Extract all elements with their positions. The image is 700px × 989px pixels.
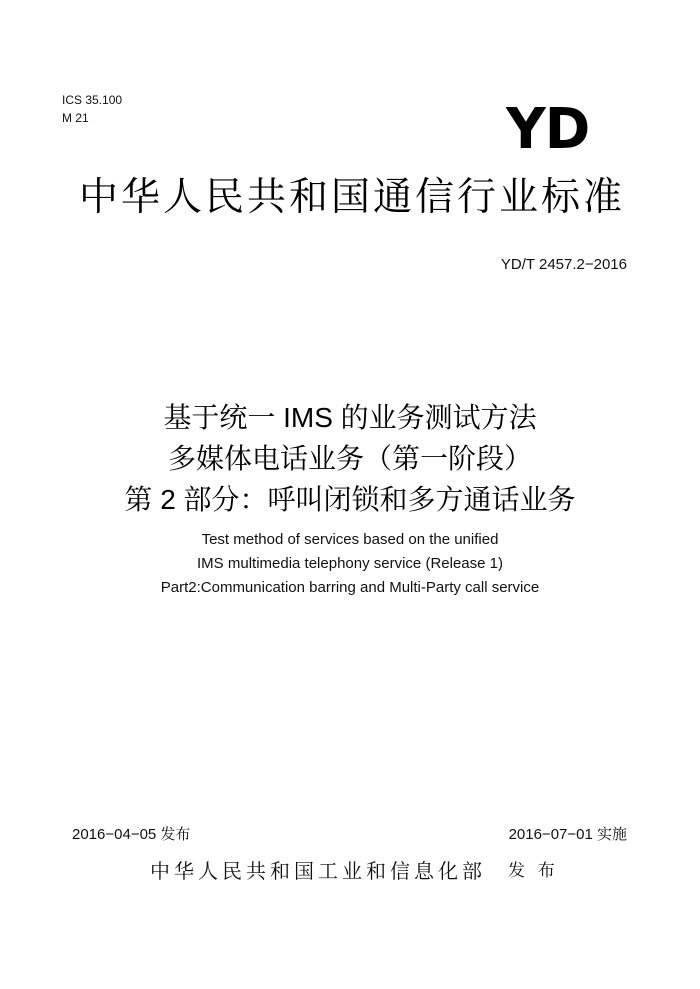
- yd-logo: YD: [506, 97, 590, 162]
- implement-date: 2016−07−01 实施: [508, 826, 627, 843]
- issuing-authority: 中华人民共和国工业和信息化部: [150, 859, 486, 883]
- chinese-title-line-2: 多媒体电话业务（第一阶段）: [167, 443, 532, 474]
- standard-category-title: 中华人民共和国通信行业标准: [78, 176, 625, 219]
- publish-date: 2016−04−05 发布: [72, 826, 191, 843]
- chinese-title-line-3: 第 2 部分：呼叫闭锁和多方通话业务: [124, 484, 576, 515]
- ccs-code: M 21: [62, 111, 89, 125]
- english-title-line-2: IMS multimedia telephony service (Release 1): [197, 555, 503, 572]
- standard-number: YD/T 2457.2−2016: [500, 256, 627, 273]
- ics-code: ICS 35.100: [62, 93, 123, 107]
- chinese-title-line-1: 基于统一 IMS 的业务测试方法: [163, 402, 537, 433]
- english-title-line-1: Test method of services based on the unified: [201, 531, 499, 548]
- issuing-action: 发 布: [508, 861, 559, 880]
- english-title-line-3: Part2:Communication barring and Multi-Party call service: [160, 579, 540, 596]
